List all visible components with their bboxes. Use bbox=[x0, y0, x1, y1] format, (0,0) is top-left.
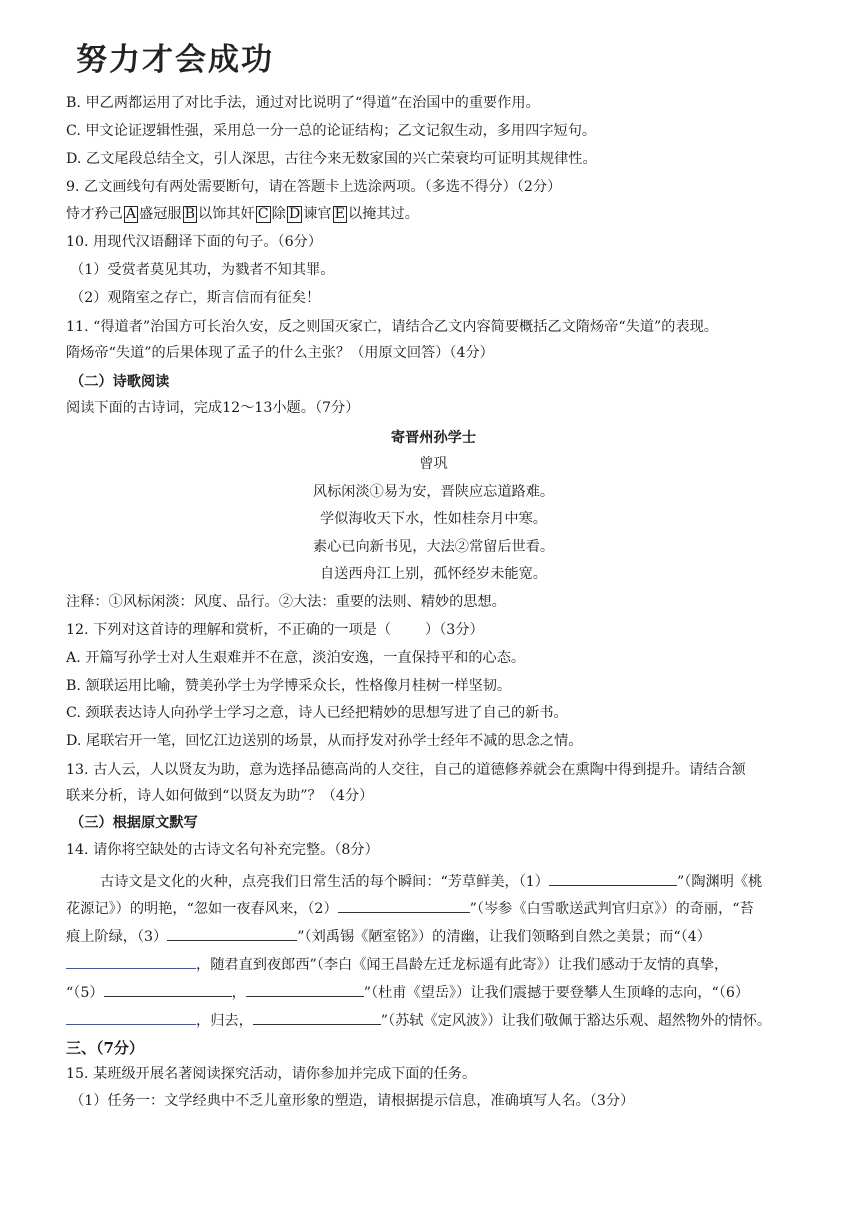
q14-text: ”（苏轼《定风波》）让我们敬佩于豁达乐观、超然物外的情怀。 bbox=[380, 1013, 772, 1029]
q8-option-d: D. 乙文尾段总结全文，引人深思，古往今来无数家国的兴亡荣衰均可证明其规律性。 bbox=[66, 151, 597, 167]
q14-text: 古诗文是文化的火种，点亮我们日常生活的每个瞬间：“芳草鲜美，（1） bbox=[100, 874, 549, 890]
section-3-heading: （三）根据原文默写 bbox=[70, 815, 198, 831]
q14-text: ”（刘禹锡《陋室铭》）的清幽，让我们领略到自然之美景；而“（4） bbox=[297, 929, 711, 945]
q14-blank-5a[interactable] bbox=[104, 981, 232, 997]
section-2-intro: 阅读下面的古诗词，完成12～13小题。（7分） bbox=[66, 400, 360, 416]
q14-text: ， bbox=[231, 985, 246, 1001]
q14-line-3 bbox=[66, 925, 711, 947]
poem-line: 学似海收天下水，性如桂奈月中寒。 bbox=[319, 511, 547, 527]
poem-author: 曾巩 bbox=[419, 456, 448, 472]
q14-text: ”（杜甫《望岳》）让我们震撼于要登攀人生顶峰的志向，“（6） bbox=[363, 985, 750, 1001]
q8-option-c: C. 甲文论证逻辑性强，采用总一分一总的论证结构；乙文记叙生动，多用四字短句。 bbox=[66, 123, 597, 139]
q14-stem: 14. 请你将空缺处的古诗文名句补充完整。（8分） bbox=[66, 842, 379, 858]
q10-sentence-2: （2）观隋室之存亡，斯言信而有征矣！ bbox=[70, 290, 321, 306]
q8-option-b: B. 甲乙两都运用了对比手法，通过对比说明了“得道”在治国中的重要作用。 bbox=[66, 95, 540, 111]
q14-blank-1[interactable] bbox=[549, 870, 677, 886]
q12-stem-text: ）（3分） bbox=[425, 622, 484, 638]
q9-box-a[interactable]: A bbox=[125, 206, 137, 222]
q9-sentence bbox=[66, 204, 419, 224]
q14-blank-3[interactable] bbox=[167, 925, 297, 941]
poem-line: 素心已向新书见，大法②常留后世看。 bbox=[312, 539, 555, 555]
q13-line-1: 13. 古人云，人以贤友为助，意为选择品德高尚的人交往，自己的道德修养就会在熏陶中得到提升。请结合颔 bbox=[66, 762, 746, 778]
q12-option-c: C. 颈联表达诗人向孙学士学习之意，诗人已经把精妙的思想写进了自己的新书。 bbox=[66, 705, 568, 721]
q14-blank-6a[interactable] bbox=[66, 1009, 196, 1025]
q14-blank-2[interactable] bbox=[338, 897, 470, 913]
q14-line-5 bbox=[66, 981, 749, 1003]
q14-text: “（5） bbox=[66, 985, 104, 1001]
q14-text: ，随君直到夜郎西”（李白《闻王昌龄左迁龙标遥有此寄》）让我们感动于友情的真挚， bbox=[196, 957, 729, 973]
q12-option-b: B. 颔联运用比喻，赞美孙学士为学博采众长，性格像月桂树一样坚韧。 bbox=[66, 678, 512, 694]
q9-box-d[interactable]: D bbox=[288, 206, 301, 222]
q14-blank-4[interactable] bbox=[66, 953, 196, 969]
q15-stem: 15. 某班级开展名著阅读探究活动，请你参加并完成下面的任务。 bbox=[66, 1066, 477, 1082]
poem-title: 寄晋州孙学士 bbox=[390, 430, 477, 446]
q9-seg: 除 bbox=[271, 206, 286, 222]
q13-line-2: 联来分析，诗人如何做到“以贤友为助”？（4分） bbox=[66, 788, 374, 804]
q12-stem bbox=[66, 620, 484, 640]
q9-seg: 盛冠服 bbox=[139, 206, 182, 222]
q9-box-c[interactable]: C bbox=[257, 206, 269, 222]
q12-option-a: A. 开篇写孙学士对人生艰难并不在意，淡泊安逸，一直保持平和的心态。 bbox=[66, 650, 526, 666]
q12-stem-text: 12. 下列对这首诗的理解和赏析，不正确的一项是（ bbox=[66, 622, 392, 638]
q12-option-d: D. 尾联宕开一笔，回忆江边送别的场景，从而抒发对孙学士经年不减的思念之情。 bbox=[66, 733, 583, 749]
q14-text: 花源记》）的明艳，“忽如一夜春风来，（2） bbox=[66, 901, 338, 917]
q15-task-1: （1）任务一：文学经典中不乏儿童形象的塑造，请根据提示信息，准确填写人名。（3分） bbox=[70, 1093, 635, 1109]
q9-seg: 谏官 bbox=[303, 206, 332, 222]
q11-line-2: 隋炀帝“失道”的后果体现了孟子的什么主张？（用原文回答）（4分） bbox=[66, 345, 494, 361]
q14-text: ，归去， bbox=[196, 1013, 253, 1029]
q14-line-4 bbox=[66, 953, 728, 975]
q14-line-1 bbox=[100, 870, 762, 892]
page-header-title: 努力才会成功 bbox=[76, 42, 274, 78]
q14-line-2 bbox=[66, 897, 754, 919]
q9-box-b[interactable]: B bbox=[184, 206, 196, 222]
q11-line-1: 11. “得道者”治国方可长治久安，反之则国灭家亡，请结合乙文内容简要概括乙文隋炀帝“失道”的表现。 bbox=[66, 319, 718, 335]
q9-seg: 以饰其奸 bbox=[198, 206, 255, 222]
poem-line: 自送西舟江上别，孤怀经岁未能宽。 bbox=[319, 566, 547, 582]
section-2-heading: （二）诗歌阅读 bbox=[70, 374, 170, 390]
q14-text: ”（陶渊明《桃 bbox=[677, 874, 763, 890]
q9-stem: 9. 乙文画线句有两处需要断句，请在答题卡上选涂两项。（多选不得分）（2分） bbox=[66, 179, 562, 195]
q9-seg: 以掩其过。 bbox=[347, 206, 419, 222]
q9-box-e[interactable]: E bbox=[334, 206, 345, 222]
q10-stem: 10. 用现代汉语翻译下面的句子。（6分） bbox=[66, 234, 323, 250]
q14-blank-5b[interactable] bbox=[246, 981, 364, 997]
q14-text: ”（岑参《白雪歌送武判官归京》）的奇丽，“苔 bbox=[469, 901, 754, 917]
q9-seg: 恃才矜己 bbox=[66, 206, 123, 222]
poem-note: 注释：①风标闲淡：风度、品行。②大法：重要的法则、精妙的思想。 bbox=[66, 594, 506, 610]
q14-line-6 bbox=[66, 1009, 771, 1031]
q14-text: 痕上阶绿，（3） bbox=[66, 929, 168, 945]
q10-sentence-1: （1）受赏者莫见其功，为戮者不知其罪。 bbox=[70, 262, 335, 278]
part-3-heading: 三、（7分） bbox=[66, 1039, 144, 1057]
poem-line: 风标闲淡①易为安，晋陕应忘道路难。 bbox=[312, 484, 555, 500]
q14-blank-6b[interactable] bbox=[253, 1009, 381, 1025]
